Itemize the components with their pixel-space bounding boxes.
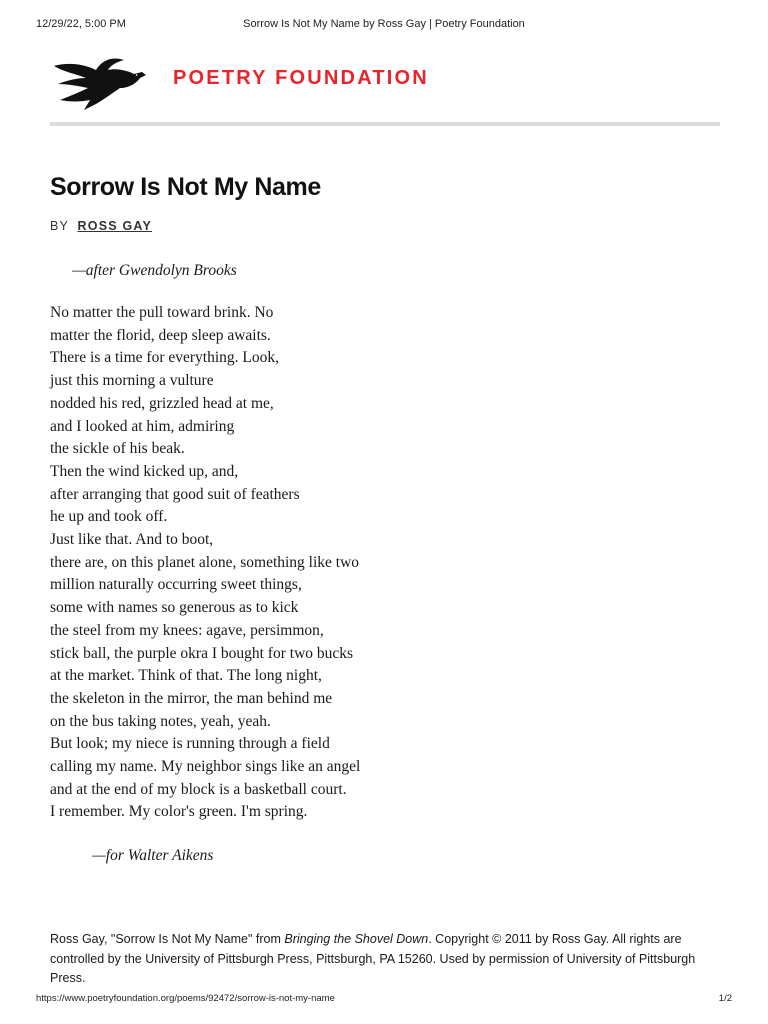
pegasus-bird-icon[interactable] <box>50 50 150 112</box>
poem-line: nodded his red, grizzled head at me, <box>50 394 274 412</box>
poem-body <box>50 302 360 824</box>
print-footer <box>36 993 732 1009</box>
print-page-title: Sorrow Is Not My Name by Ross Gay | Poetry Foundation <box>243 18 525 30</box>
print-page-number: 1/2 <box>718 993 732 1004</box>
credit-prefix: Ross Gay, "Sorrow Is Not My Name" from <box>50 932 285 946</box>
poem-line: Then the wind kicked up, and, <box>50 462 239 480</box>
poem-line: just this morning a vulture <box>50 372 214 390</box>
poem-title: Sorrow Is Not My Name <box>50 173 321 201</box>
poem-line: Just like that. And to boot, <box>50 531 214 549</box>
poem-line: matter the florid, deep sleep awaits. <box>50 326 271 344</box>
poem-line: and I looked at him, admiring <box>50 417 235 435</box>
poem-line: the sickle of his beak. <box>50 440 185 458</box>
poem-line: there are, on this planet alone, something like two <box>50 553 360 571</box>
print-url: https://www.poetryfoundation.org/poems/92472/sorrow-is-not-my-name <box>36 993 335 1004</box>
credit-book-title: Bringing the Shovel Down <box>284 932 429 946</box>
poem-line: But look; my niece is running through a field <box>50 735 330 753</box>
poem-dedication: —for Walter Aikens <box>92 847 214 864</box>
poem-line: million naturally occurring sweet things, <box>50 576 302 594</box>
poem-line: the steel from my knees: agave, persimmon, <box>50 621 324 639</box>
poem-line: some with names so generous as to kick <box>50 599 299 617</box>
poem-line: stick ball, the purple okra I bought for two bucks <box>50 644 354 662</box>
poem-line: No matter the pull toward brink. No <box>50 304 274 321</box>
header-divider <box>50 122 720 126</box>
poem-line: and at the end of my block is a basketball court. <box>50 780 347 798</box>
poem-line: the skeleton in the mirror, the man behind me <box>50 689 333 707</box>
logo-wordmark[interactable]: POETRY FOUNDATION <box>173 67 429 89</box>
copyright-credit <box>50 930 720 989</box>
poem-line: he up and took off. <box>50 508 168 526</box>
poem-line: on the bus taking notes, yeah, yeah. <box>50 712 271 730</box>
poem-line: There is a time for everything. Look, <box>50 349 279 367</box>
by-label: BY <box>50 219 69 233</box>
author-link[interactable]: ROSS GAY <box>77 219 152 233</box>
byline <box>50 219 152 233</box>
poem-line: calling my name. My neighbor sings like an angel <box>50 758 361 776</box>
credit-suffix: . Copyright © 2011 by Ross Gay. All rights are controlled by the University of Pittsburgh Press, Pittsburgh, PA 15260. Used by permission of University of Pittsburgh Press. <box>50 932 696 985</box>
poem-line: I remember. My color's green. I'm spring. <box>50 803 308 821</box>
masthead[interactable] <box>50 46 720 116</box>
print-header <box>36 18 732 34</box>
poem-epigraph: —after Gwendolyn Brooks <box>72 262 237 279</box>
poem-line: at the market. Think of that. The long night, <box>50 667 322 685</box>
poem-line: after arranging that good suit of feathers <box>50 485 300 503</box>
print-datetime: 12/29/22, 5:00 PM <box>36 18 126 30</box>
